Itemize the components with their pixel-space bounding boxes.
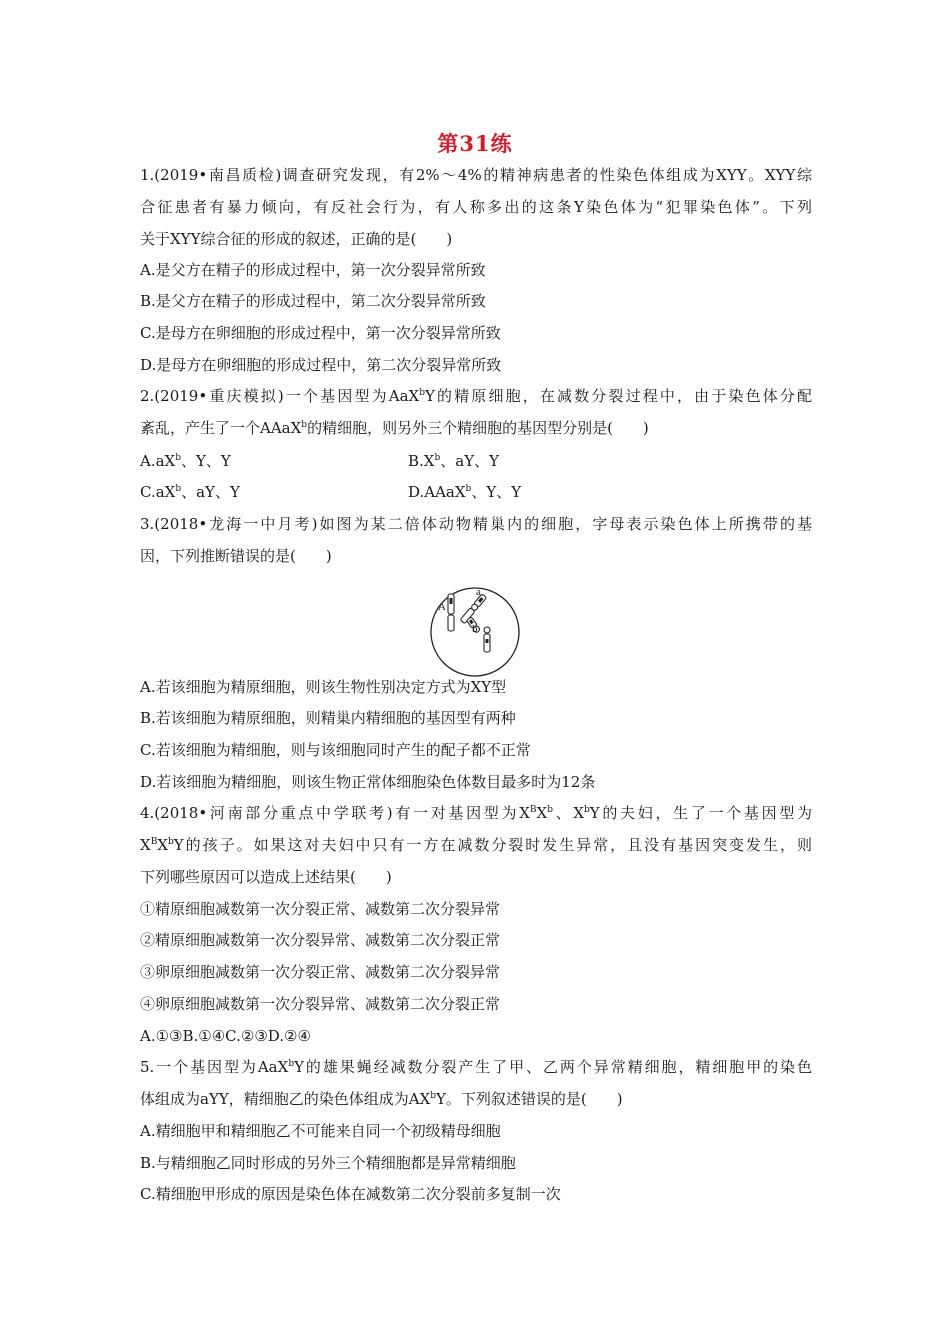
q4-line-1: 4.(2018•河南部分重点中学联考)有一对基因型为$X^BX^b$、$X^bY$的夫妇，生了一个基因型为 [140,804,813,822]
q3-option-c: C.若该细胞为精细胞，则与该细胞同时产生的配子都不正常 [140,741,531,759]
q1-line-2: 合征患者有暴力倾向，有反社会行为，有人称多出的这条Y染色体为“犯罪染色体”。下列 [140,198,812,216]
q5-line-2: 体组成为aYY，精细胞乙的染色体组成为$AX^bY$。下列叙述错误的是( ) [140,1090,623,1108]
q5-option-c: C.精细胞甲形成的原因是染色体在减数第二次分裂前多复制一次 [140,1185,561,1203]
q2-option-b: $B.X^b$、aY、Y [408,452,499,470]
gene-label-b: b [472,623,478,635]
q1-line-1: 1.(2019•南昌质检)调查研究发现，有2%～4%的精神病患者的性染色体组成为XYY。XYY综 [140,166,812,184]
q1-option-a: A.是父方在精子的形成过程中，第一次分裂异常所致 [140,261,486,279]
q3-line-1: 3.(2018•龙海一中月考)如图为某二倍体动物精巢内的细胞，字母表示染色体上所携带的基 [140,515,812,533]
chromosome-small [484,627,490,652]
q3-option-d: D.若该细胞为精细胞，则该生物正常体细胞染色体数目最多时为12条 [140,773,596,791]
q2-option-a: $A.aX^b$、Y、Y [140,452,231,470]
q5-option-a: A.精细胞甲和精细胞乙不可能来自同一个初级精母细胞 [140,1122,501,1140]
q5-option-b: B.与精细胞乙同时形成的另外三个精细胞都是异常精细胞 [140,1154,516,1172]
q4-statement-3: ③卵原细胞减数第一次分裂正常、减数第二次分裂异常 [140,963,501,981]
q4-line-2: $X^BX^bY$的孩子。如果这对夫妇中只有一方在减数分裂时发生异常，且没有基因突变发生，则 [140,836,812,854]
q2-option-d: D.AAaX$^b$、Y、Y [408,483,522,501]
q3-option-b: B.若该细胞为精原细胞，则精巢内精细胞的基因型有两种 [140,709,516,727]
q1-option-b: B.是父方在精子的形成过程中，第二次分裂异常所致 [140,292,486,310]
cell-diagram [429,586,521,678]
gene-label-a: a [476,586,481,598]
q1-line-3: 关于XYY综合征的形成的叙述，正确的是( ) [140,230,453,248]
chromosome-vertical [448,594,454,631]
q4-line-3: 下列哪些原因可以造成上述结果( ) [140,868,392,886]
q4-statement-4: ④卵原细胞减数第一次分裂异常、减数第二次分裂正常 [140,995,501,1013]
q4-statement-2: ②精原细胞减数第一次分裂异常、减数第二次分裂正常 [140,931,501,949]
q3-option-a: A.若该细胞为精原细胞，则该生物性别决定方式为XY型 [140,678,507,696]
q2-line-1: 2.(2019•重庆模拟)一个基因型为AaX$^b$Y的精原细胞，在减数分裂过程中，由于染色体分配 [140,387,812,405]
q4-answer-options: A.①③B.①④C.②③D.②④ [140,1027,311,1045]
q5-line-1: 5.一个基因型为AaX$^b$Y的雄果蝇经减数分裂产生了甲、乙两个异常精细胞，精细胞甲的染色 [140,1058,812,1076]
page-title: 第31练 [437,131,513,156]
q4-statement-1: ①精原细胞减数第一次分裂正常、减数第二次分裂异常 [140,900,501,918]
q2-option-c: $C.aX^b$、aY、Y [140,483,240,501]
gene-label-A: A [438,601,446,613]
q1-option-c: C.是母方在卵细胞的形成过程中，第一次分裂异常所致 [140,324,501,342]
q1-option-d: D.是母方在卵细胞的形成过程中，第二次分裂异常所致 [140,356,502,374]
q2-line-2: 紊乱，产生了一个AAaX$^b$的精细胞，则另外三个精细胞的基因型分别是( ) [140,419,649,437]
q3-line-2: 因，下列推断错误的是( ) [140,547,332,565]
